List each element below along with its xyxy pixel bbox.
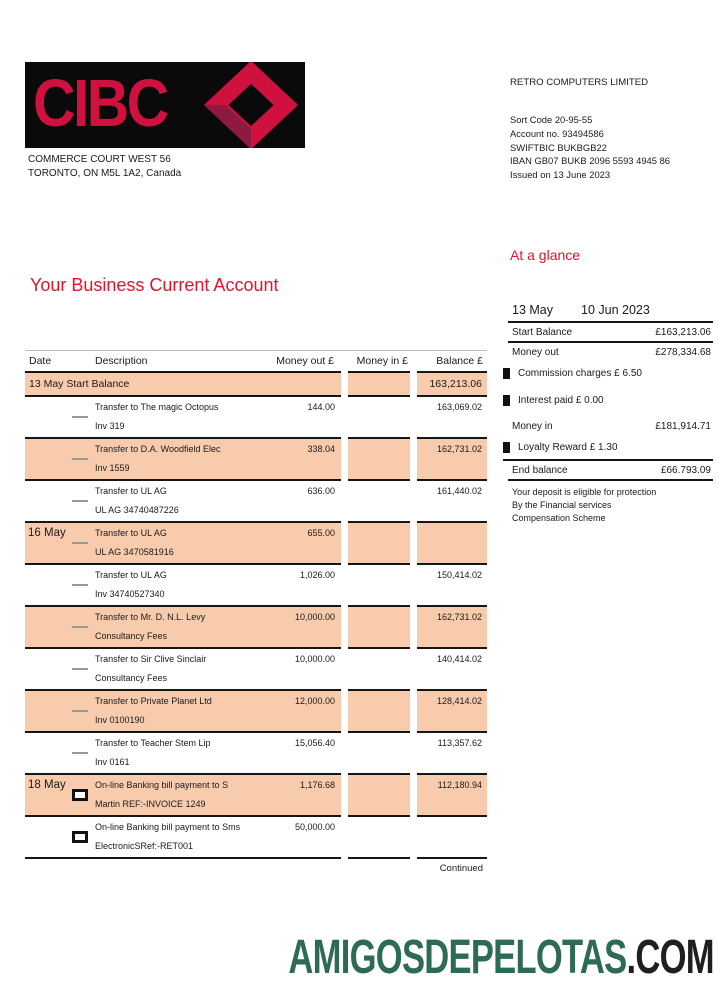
deposit-note-line2: By the Financial services (512, 500, 612, 510)
loyalty-text: Loyalty Reward £ 1.30 (518, 442, 618, 453)
row-marker (69, 733, 95, 773)
glance-money-out (508, 343, 713, 361)
row-marker (69, 481, 95, 521)
end-balance-label: End balance (512, 465, 568, 476)
row-marker (69, 775, 95, 815)
row-balance: 150,414.02 (417, 565, 487, 607)
table-row (25, 439, 487, 481)
issued-date: Issued on 13 June 2023 (510, 169, 611, 181)
row-description (95, 733, 263, 773)
period-start: 13 May (512, 303, 553, 317)
dash-icon (72, 584, 88, 586)
row-money-out: 10,000.00 (294, 612, 335, 622)
row-description-line2: Inv 34740527340 (95, 589, 165, 599)
row-description-line2: UL AG 3470581916 (95, 547, 174, 557)
row-description (95, 439, 263, 479)
row-main (25, 565, 341, 607)
dash-icon (72, 752, 88, 754)
iban: IBAN GB07 BUKB 2096 5593 4945 86 (510, 155, 671, 167)
row-money-in (348, 481, 410, 523)
row-description-line1: Transfer to Sir Clive Sinclair (95, 654, 207, 664)
row-balance: 113,357.62 (417, 733, 487, 775)
row-description-line1: Transfer to Mr. D. N.L. Levy (95, 612, 206, 622)
cibc-logo (25, 62, 305, 148)
continued-label: Continued (439, 863, 483, 874)
row-description-line1: On-line Banking bill payment to Sms (95, 822, 241, 832)
cibc-diamond-icon (202, 62, 300, 148)
bank-address-line1: COMMERCE COURT WEST 56 (28, 154, 171, 165)
row-marker (69, 607, 95, 647)
glance-period (508, 303, 713, 323)
row-description-line1: Transfer to UL AG (95, 528, 167, 538)
row-money-out: 636.00 (307, 486, 335, 496)
row-main (25, 775, 341, 817)
start-balance-row (25, 373, 487, 397)
statement-table (25, 350, 487, 874)
start-balance-value: £163,213.06 (655, 327, 711, 338)
table-row (25, 565, 487, 607)
row-description-line2: Inv 0161 (95, 757, 130, 767)
row-money-out: 10,000.00 (294, 654, 335, 664)
row-main (25, 817, 341, 859)
row-balance: 162,731.02 (417, 439, 487, 481)
row-description-line1: Transfer to The magic Octopus (95, 402, 219, 412)
row-balance (417, 817, 487, 859)
dash-icon (72, 710, 88, 712)
row-description-line2: UL AG 34740487226 (95, 505, 179, 515)
deposit-note-line3: Compensation Scheme (512, 513, 606, 523)
row-description-line2: Martin REF:-INVOICE 1249 (95, 799, 206, 809)
period-end: 10 Jun 2023 (581, 303, 650, 317)
row-description-line2: ElectronicSRef:-RET001 (95, 841, 194, 851)
row-money-out: 12,000.00 (294, 696, 335, 706)
glance-loyalty (503, 440, 713, 461)
row-money-out: 655.00 (307, 528, 335, 538)
statement-header (25, 350, 487, 373)
row-date (25, 439, 69, 479)
row-description-line1: Transfer to Private Planet Ltd (95, 696, 212, 706)
row-money-in (348, 607, 410, 649)
watermark (289, 932, 714, 985)
money-in-value: £181,914.71 (655, 421, 711, 432)
row-money-out: 338.04 (307, 444, 335, 454)
start-row-balance: 163,213.06 (417, 373, 487, 397)
row-description (95, 775, 263, 815)
glance-end-balance (508, 461, 713, 481)
row-balance: 112,180.94 (417, 775, 487, 817)
account-details (510, 113, 670, 182)
row-description-line1: Transfer to Teacher Stem Lip (95, 738, 211, 748)
row-description (95, 607, 263, 647)
row-description-line2: Inv 0100190 (95, 715, 145, 725)
row-money-in (348, 775, 410, 817)
glance-commission (503, 366, 713, 381)
swiftbic: SWIFTBIC BUKBGB22 (510, 141, 607, 153)
row-date (25, 817, 69, 857)
row-date (25, 397, 69, 437)
glance-start-balance (508, 323, 713, 343)
row-description (95, 523, 263, 563)
interest-text: Interest paid £ 0.00 (518, 395, 604, 406)
deposit-protection-note (512, 486, 656, 525)
row-money-in (348, 691, 410, 733)
row-date: 16 May (28, 527, 66, 539)
row-date (25, 733, 69, 773)
row-marker (69, 565, 95, 605)
row-marker (69, 523, 95, 563)
row-money-out: 50,000.00 (294, 822, 335, 832)
header-balance: Balance £ (436, 355, 483, 367)
bullet-icon (503, 395, 510, 406)
row-marker (69, 649, 95, 689)
row-description (95, 565, 263, 605)
money-out-label: Money out (512, 347, 559, 358)
start-row-text: 13 May Start Balance (25, 373, 341, 397)
table-row (25, 397, 487, 439)
row-main (25, 523, 341, 565)
table-row (25, 649, 487, 691)
dash-icon (72, 458, 88, 460)
dash-icon (72, 416, 88, 418)
row-marker (69, 397, 95, 437)
sort-code: Sort Code 20-95-55 (510, 114, 593, 125)
row-description-line1: On-line Banking bill payment to S (95, 780, 229, 790)
row-description-line1: Transfer to UL AG (95, 570, 167, 580)
row-description-line2: Inv 319 (95, 421, 125, 431)
row-main (25, 733, 341, 775)
money-in-label: Money in (512, 421, 553, 432)
row-money-out: 15,056.40 (294, 738, 335, 748)
row-description-line1: Transfer to D.A. Woodfield Elec (95, 444, 221, 454)
row-marker (69, 439, 95, 479)
row-balance: 163,069.02 (417, 397, 487, 439)
row-description (95, 691, 263, 731)
bullet-icon (503, 442, 510, 453)
row-date (25, 649, 69, 689)
row-money-out: 1,026.00 (299, 570, 335, 580)
header-money-in-seg (348, 351, 410, 373)
row-balance: 128,414.02 (417, 691, 487, 733)
table-row (25, 817, 487, 859)
account-holder-name: RETRO COMPUTERS LIMITED (510, 77, 649, 88)
row-date (25, 481, 69, 521)
row-description (95, 817, 263, 857)
header-money-out: Money out £ (276, 355, 334, 367)
commission-text: Commission charges £ 6.50 (518, 368, 642, 379)
start-row-money-in (348, 373, 410, 397)
row-date (25, 691, 69, 731)
row-main (25, 397, 341, 439)
dash-icon (72, 626, 88, 628)
header-description: Description (95, 355, 148, 367)
statement-rows (25, 397, 487, 859)
row-balance: 140,414.02 (417, 649, 487, 691)
row-description (95, 481, 263, 521)
bank-address-line2: TORONTO, ON M5L 1A2, Canada (28, 167, 182, 179)
row-main (25, 607, 341, 649)
row-money-in (348, 817, 410, 859)
table-row (25, 733, 487, 775)
row-description (95, 397, 263, 437)
row-money-out: 1,176.68 (299, 780, 335, 790)
page-title: Your Business Current Account (30, 275, 279, 295)
header-date: Date (29, 355, 52, 367)
row-main (25, 649, 341, 691)
row-main (25, 439, 341, 481)
watermark-suffix: .COM (626, 931, 714, 984)
row-balance: 162,731.02 (417, 607, 487, 649)
table-row (25, 691, 487, 733)
bullet-icon (503, 368, 510, 379)
row-description-line2: Consultancy Fees (95, 631, 168, 641)
row-description-line2: Consultancy Fees (95, 673, 168, 683)
at-a-glance-title: At a glance (510, 247, 581, 263)
row-description (95, 649, 263, 689)
header-money-in: Money in £ (356, 355, 408, 367)
row-marker (69, 691, 95, 731)
row-money-in (348, 439, 410, 481)
bank-address (28, 153, 181, 180)
row-marker (69, 817, 95, 857)
checkbox-icon (72, 831, 88, 843)
end-balance-value: £66.793.09 (660, 465, 711, 476)
account-number: Account no. 93494586 (510, 127, 604, 139)
row-date (25, 565, 69, 605)
row-money-in (348, 565, 410, 607)
dash-icon (72, 668, 88, 670)
at-a-glance-panel (508, 303, 713, 481)
checkbox-icon (72, 789, 88, 801)
row-money-out: 144.00 (307, 402, 335, 412)
row-money-in (348, 649, 410, 691)
money-out-value: £278,334.68 (655, 347, 711, 358)
row-money-in (348, 733, 410, 775)
cibc-wordmark: CIBC (33, 66, 167, 142)
table-row (25, 481, 487, 523)
row-main (25, 481, 341, 523)
header-balance-seg (417, 351, 487, 373)
row-money-in (348, 397, 410, 439)
glance-interest (503, 393, 713, 408)
header-main (25, 351, 341, 373)
dash-icon (72, 542, 88, 544)
row-balance (417, 523, 487, 565)
watermark-main: AMIGOSDEPELOTAS (288, 931, 627, 984)
row-main (25, 691, 341, 733)
dash-icon (72, 500, 88, 502)
row-date: 18 May (28, 779, 66, 791)
row-money-in (348, 523, 410, 565)
row-description-line1: Transfer to UL AG (95, 486, 167, 496)
row-description-line2: Inv 1559 (95, 463, 130, 473)
deposit-note-line1: Your deposit is eligible for protection (512, 487, 657, 497)
table-row (25, 607, 487, 649)
row-balance: 161,440.02 (417, 481, 487, 523)
glance-money-in (508, 417, 713, 435)
table-row (25, 775, 487, 817)
table-row (25, 523, 487, 565)
row-date (25, 607, 69, 647)
start-balance-label: Start Balance (512, 327, 573, 338)
